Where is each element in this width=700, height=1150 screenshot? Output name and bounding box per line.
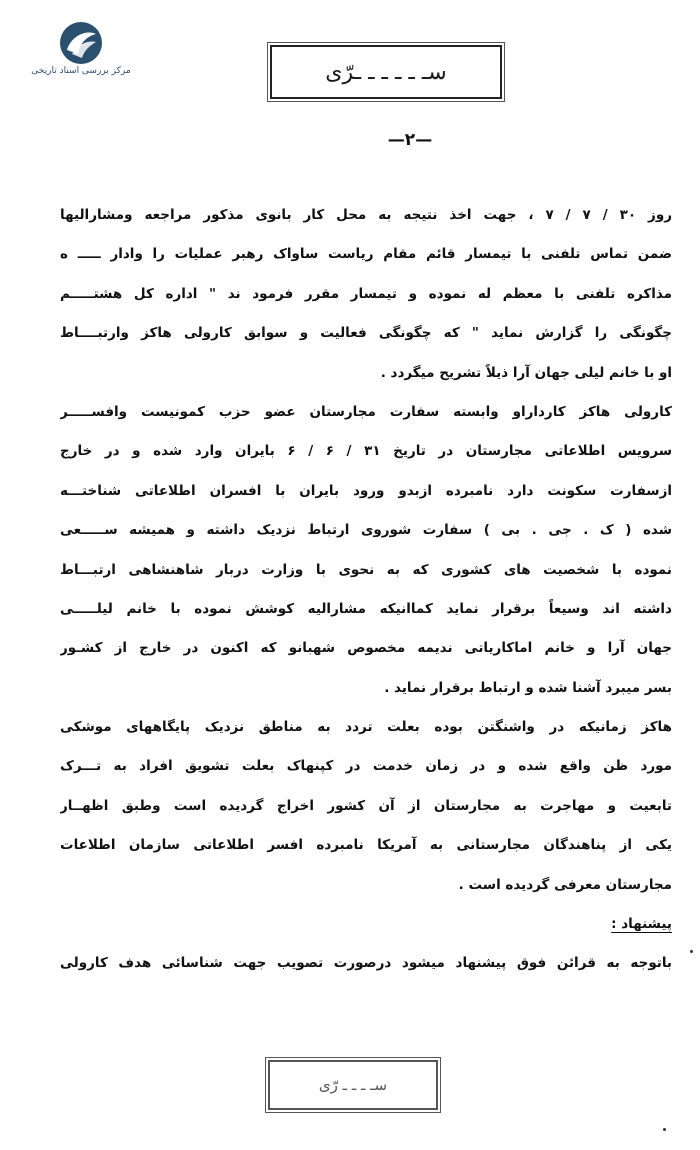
text-line: ازسفارت سکونت دارد نامبرده ازبدو ورود بایران با افسران اطلاعاتی شناختـــه — [60, 482, 672, 499]
text-line: روز ۳۰ / ۷ / ۷ ، جهت اخذ نتیجه به محل کار بانوی مذکور مراجعه ومشارالیها — [60, 207, 672, 223]
text-line: ضمن تماس تلفنی با تیمسار قائم مقام ریاست ساواک رهبر عملیات را وادار ـــــ ه — [60, 246, 672, 263]
text-line: نموده با شخصیت های کشوری که به نحوی با وزارت دربار شاهنشاهی ارتبـــاط — [60, 561, 672, 578]
scan-speck — [690, 950, 693, 953]
text-line: او با خانم لیلی جهان آرا ذیلاً تشریح میگردد . — [380, 364, 672, 381]
classification-stamp-bottom: سـ ـ ـ ـ رّی — [268, 1060, 438, 1110]
text-line: جهان آرا و خانم اماکاریاتی ندیمه مخصوص شهبانو که اکنون در خارج از کشـور — [60, 640, 672, 657]
text-line: مذاکره تلفنی با معظم له نموده و تیمسار مقرر فرمود ند " اداره کل هشتـــــم — [60, 285, 672, 302]
classification-stamp-top: سـ ـ ـ ـ ـ ـرّی — [270, 45, 502, 99]
archive-emblem-icon — [58, 20, 104, 66]
archive-name: مرکز بررسی اسناد تاریخی — [31, 66, 131, 76]
archive-logo — [22, 20, 140, 80]
scan-speck — [663, 1128, 666, 1131]
text-line: مورد ظن واقع شده و در زمان خدمت در کپنهاک بعلت تشویق افراد به تـــرک — [60, 758, 672, 775]
text-line: هاکز زمانیکه در واشنگتن بوده بعلت تردد به مناطق نزدیک پایگاههای موشکی — [60, 719, 672, 736]
text-line: یکی از پناهندگان مجارستانی به آمریکا نامبرده افسر اطلاعاتی سازمان اطلاعات — [60, 837, 672, 854]
text-line: چگونگی را گزارش نماید " که چگونگی فعالیت و سوابق کارولی هاکز وارتبــــاط — [60, 325, 672, 342]
text-line: شده ( ک . جی . بی ) سفارت شوروی ارتباط نزدیک داشته و همیشه ســـــعی — [60, 522, 672, 539]
text-line: بسر میبرد آشنا شده و ارتباط برقرار نماید . — [384, 679, 672, 696]
proposal-heading: پیشنهاد : — [611, 916, 672, 933]
text-line: تابعیت و مهاجرت به مجارستان از آن کشور اخراج گردیده است وطبق اظهــار — [60, 797, 672, 814]
text-line: مجارستان معرفی گردیده است . — [458, 876, 672, 893]
text-line: باتوجه به قرائن فوق پیشنهاد میشود درصورت تصویب جهت شناسائی هدف کارولی — [60, 955, 672, 972]
page-number: —۲— — [387, 130, 433, 150]
text-line: سرویس اطلاعاتی مجارستان در تاریخ ۳۱ / ۶ / ۶ بایران وارد شده و در خارج — [60, 443, 672, 460]
text-line: کارولی هاکز کارداراو وابسته سفارت مجارستان عضو حزب کمونیست وافســـــر — [60, 403, 672, 420]
text-line: داشته اند وسیعاً برقرار نماید کماانیکه مشارالیه کوشش نموده با خانم لیلـــــی — [60, 600, 672, 617]
letter-body — [60, 196, 672, 984]
